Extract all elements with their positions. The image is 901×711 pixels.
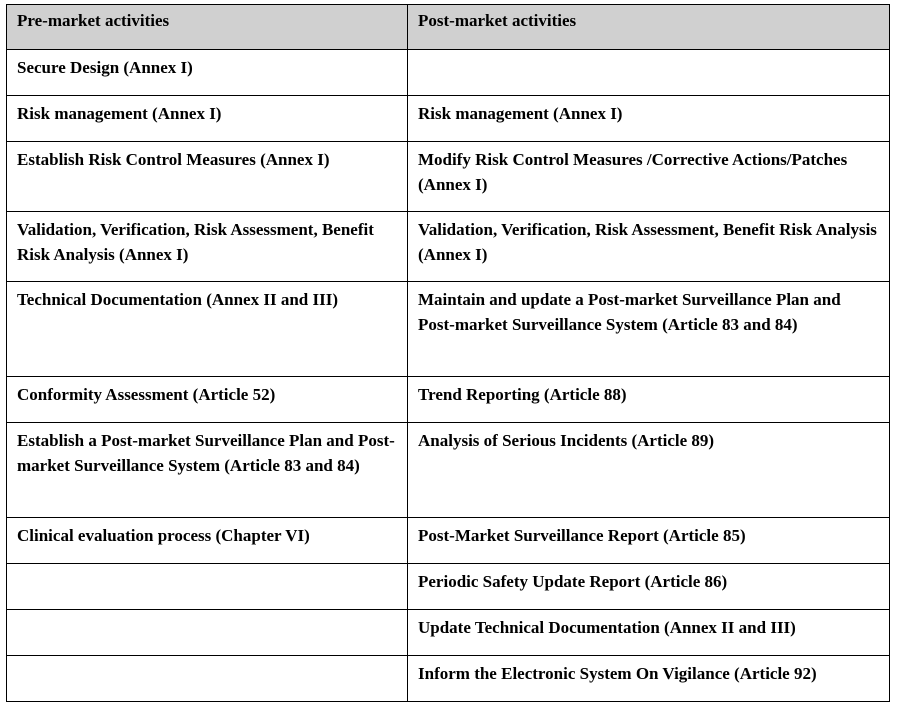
pre-market-cell: Establish a Post-market Surveillance Plan and Post-market Surveillance System (Article 83 and 84) <box>7 423 408 518</box>
table-header <box>7 5 890 50</box>
activities-table <box>6 4 890 702</box>
header-post-market: Post-market activities <box>408 5 890 50</box>
table-row <box>7 656 890 702</box>
post-market-cell: Update Technical Documentation (Annex II and III) <box>408 610 890 656</box>
pre-market-cell: Clinical evaluation process (Chapter VI) <box>7 518 408 564</box>
post-market-cell: Post-Market Surveillance Report (Article 85) <box>408 518 890 564</box>
post-market-cell: Risk management (Annex I) <box>408 96 890 142</box>
post-market-cell: Periodic Safety Update Report (Article 86) <box>408 564 890 610</box>
post-market-cell: Maintain and update a Post-market Surveillance Plan and Post-market Surveillance System (Article 83 and 84) <box>408 282 890 377</box>
table-row <box>7 50 890 96</box>
table-row <box>7 518 890 564</box>
pre-market-cell: Risk management (Annex I) <box>7 96 408 142</box>
pre-market-cell <box>7 564 408 610</box>
table-row <box>7 377 890 423</box>
table-row <box>7 610 890 656</box>
post-market-cell <box>408 50 890 96</box>
header-pre-market: Pre-market activities <box>7 5 408 50</box>
table-row <box>7 282 890 377</box>
pre-market-cell: Validation, Verification, Risk Assessment, Benefit Risk Analysis (Annex I) <box>7 212 408 282</box>
table-row <box>7 142 890 212</box>
header-row <box>7 5 890 50</box>
pre-market-cell: Conformity Assessment (Article 52) <box>7 377 408 423</box>
table-row <box>7 564 890 610</box>
post-market-cell: Modify Risk Control Measures /Corrective Actions/Patches (Annex I) <box>408 142 890 212</box>
pre-market-cell: Secure Design (Annex I) <box>7 50 408 96</box>
post-market-cell: Trend Reporting (Article 88) <box>408 377 890 423</box>
table-row <box>7 423 890 518</box>
table-body <box>7 50 890 702</box>
pre-market-cell <box>7 610 408 656</box>
table-row <box>7 212 890 282</box>
pre-market-cell: Establish Risk Control Measures (Annex I) <box>7 142 408 212</box>
pre-market-cell: Technical Documentation (Annex II and III) <box>7 282 408 377</box>
post-market-cell: Inform the Electronic System On Vigilance (Article 92) <box>408 656 890 702</box>
table-row <box>7 96 890 142</box>
pre-market-cell <box>7 656 408 702</box>
post-market-cell: Analysis of Serious Incidents (Article 89) <box>408 423 890 518</box>
post-market-cell: Validation, Verification, Risk Assessment, Benefit Risk Analysis (Annex I) <box>408 212 890 282</box>
